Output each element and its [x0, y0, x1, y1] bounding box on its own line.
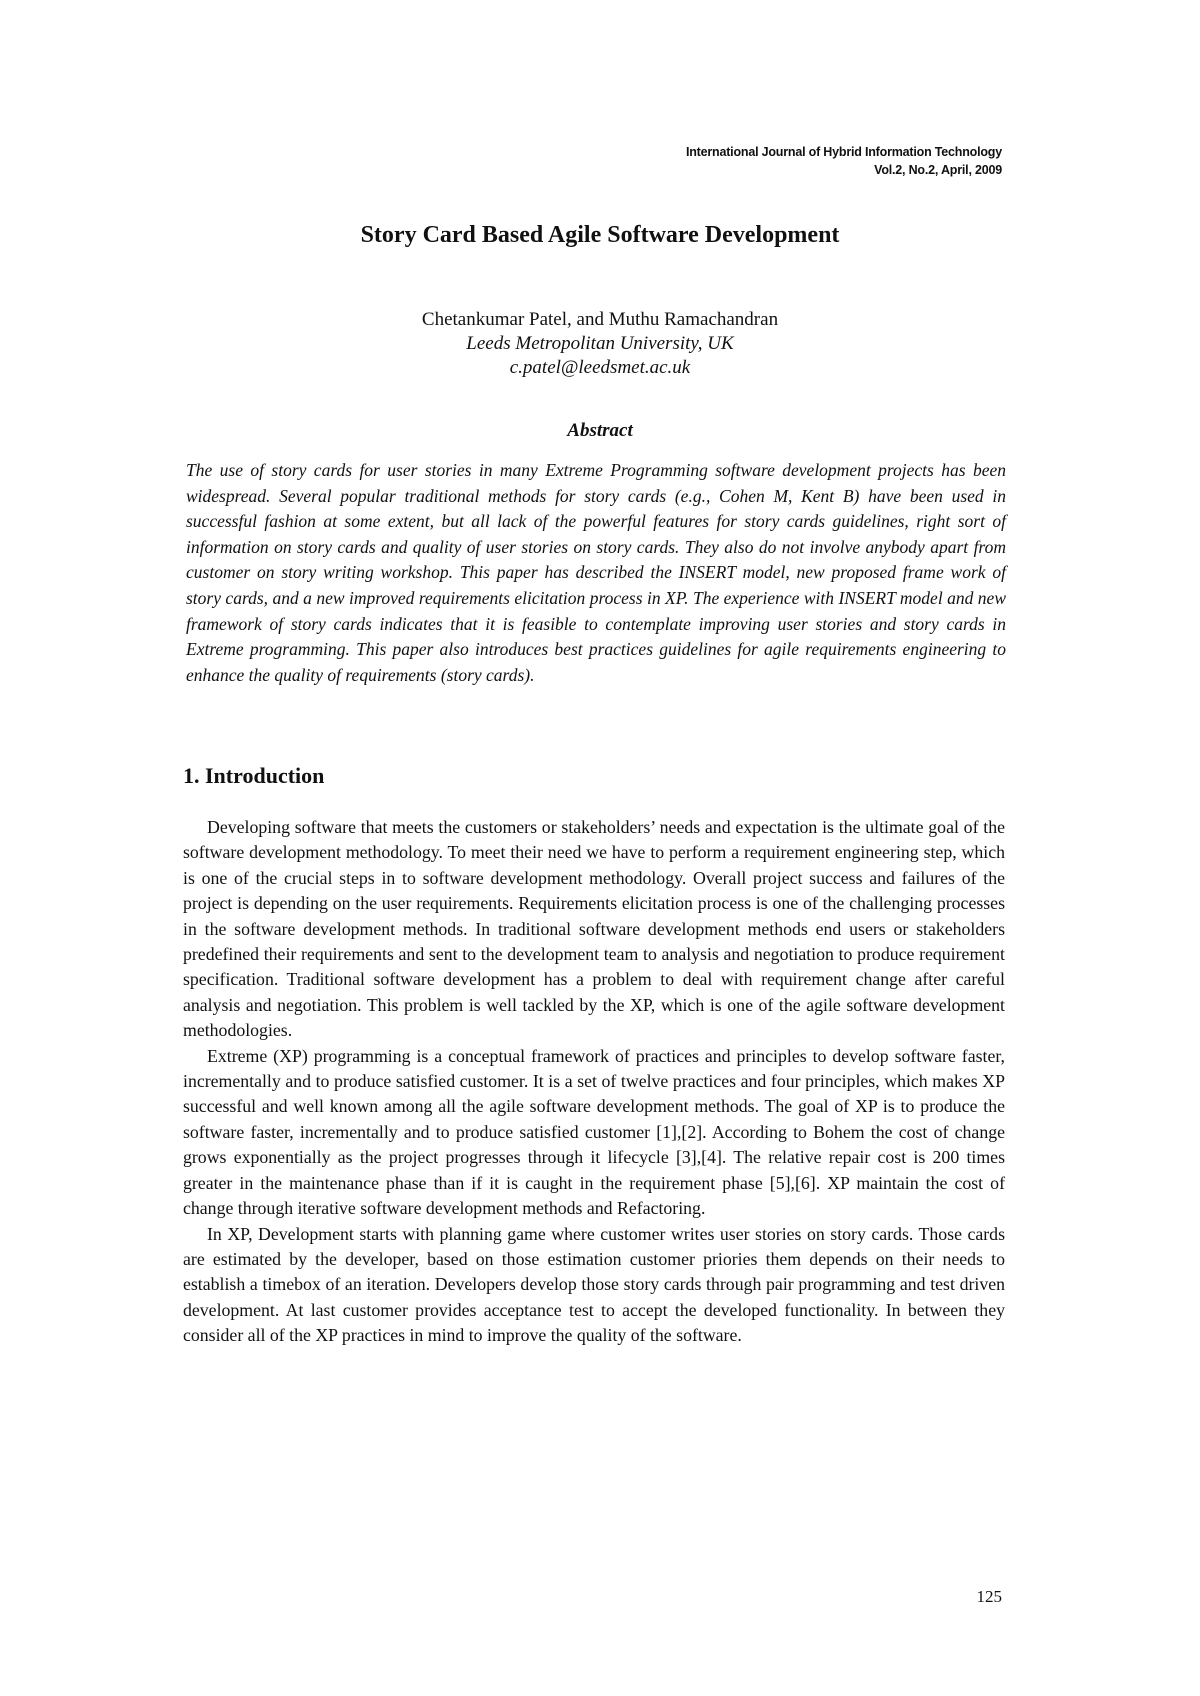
author-email: c.patel@leedsmet.ac.uk [509, 357, 691, 378]
intro-paragraph-2: Extreme (XP) programming is a conceptual framework of practices and principles to develop software faster, incrementally and to produce satisfied customer. It is a set of twelve practices and four principles, which makes XP successful and well known among all the agile software development methods. The goal of XP is to produce the software faster, incrementally and to produce satisfied customer [1],[2]. According to Bohem the cost of change grows exponentially as the project progresses through it lifecycle [3],[4]. The relative repair cost is 200 times greater in the maintenance phase than if it is caught in the requirement phase [5],[6]. XP maintain the cost of change through iterative software development methods and Refactoring. [183, 1045, 1005, 1219]
author-block [0, 308, 1200, 380]
author-affiliation: Leeds Metropolitan University, UK [466, 333, 734, 354]
page-number: 125 [976, 1587, 1002, 1606]
paper-title: Story Card Based Agile Software Development [360, 222, 840, 248]
introduction-body [183, 815, 1005, 1349]
intro-paragraph-3: In XP, Development starts with planning game where customer writes user stories on story cards. Those cards are estimated by the developer, based on those estimation customer priories them depends on their needs to establish a timebox of an iteration. Developers develop those story cards through pair programming and test driven development. At last customer provides acceptance test to accept the developed functionality. In between they consider all of the XP practices in mind to improve the quality of the software. [183, 1223, 1005, 1346]
journal-volume: Vol.2, No.2, April, 2009 [874, 163, 1002, 177]
author-names: Chetankumar Patel, and Muthu Ramachandran [421, 309, 779, 330]
journal-header [686, 143, 1002, 179]
journal-name: International Journal of Hybrid Information Technology [685, 145, 1002, 159]
abstract-heading: Abstract [567, 420, 633, 441]
intro-paragraph-1: Developing software that meets the customers or stakeholders’ needs and expectation is the ultimate goal of the software development methodology. To meet their need we have to perform a requirement engineering step, which is one of the crucial steps in to software development methodology. Overall project success and failures of the project is depending on the user requirements. Requirements elicitation process is one of the challenging processes in the software development methods. In traditional software development methods end users or stakeholders predefined their requirements and sent to the development team to analysis and negotiation to produce requirement specification. Traditional software development has a problem to deal with requirement change after careful analysis and negotiation. This problem is well tackled by the XP, which is one of the agile software development methodologies. [183, 817, 1005, 1041]
introduction-heading: 1. Introduction [183, 763, 325, 788]
abstract-text: The use of story cards for user stories in many Extreme Programming software development projects has been widespread. Several popular traditional methods for story cards (e.g., Cohen M, Kent B) have been used in successful fashion at some extent, but all lack of the powerful features for story cards guidelines, right sort of information on story cards and quality of user stories on story cards. They also do not involve anybody apart from customer on story writing workshop. This paper has described the INSERT model, new proposed frame work of story cards, and a new improved requirements elicitation process in XP. The experience with INSERT model and new framework of story cards indicates that it is feasible to contemplate improving user stories and story cards in Extreme programming. This paper also introduces best practices guidelines for agile requirements engineering to enhance the quality of requirements (story cards). [186, 460, 1006, 685]
